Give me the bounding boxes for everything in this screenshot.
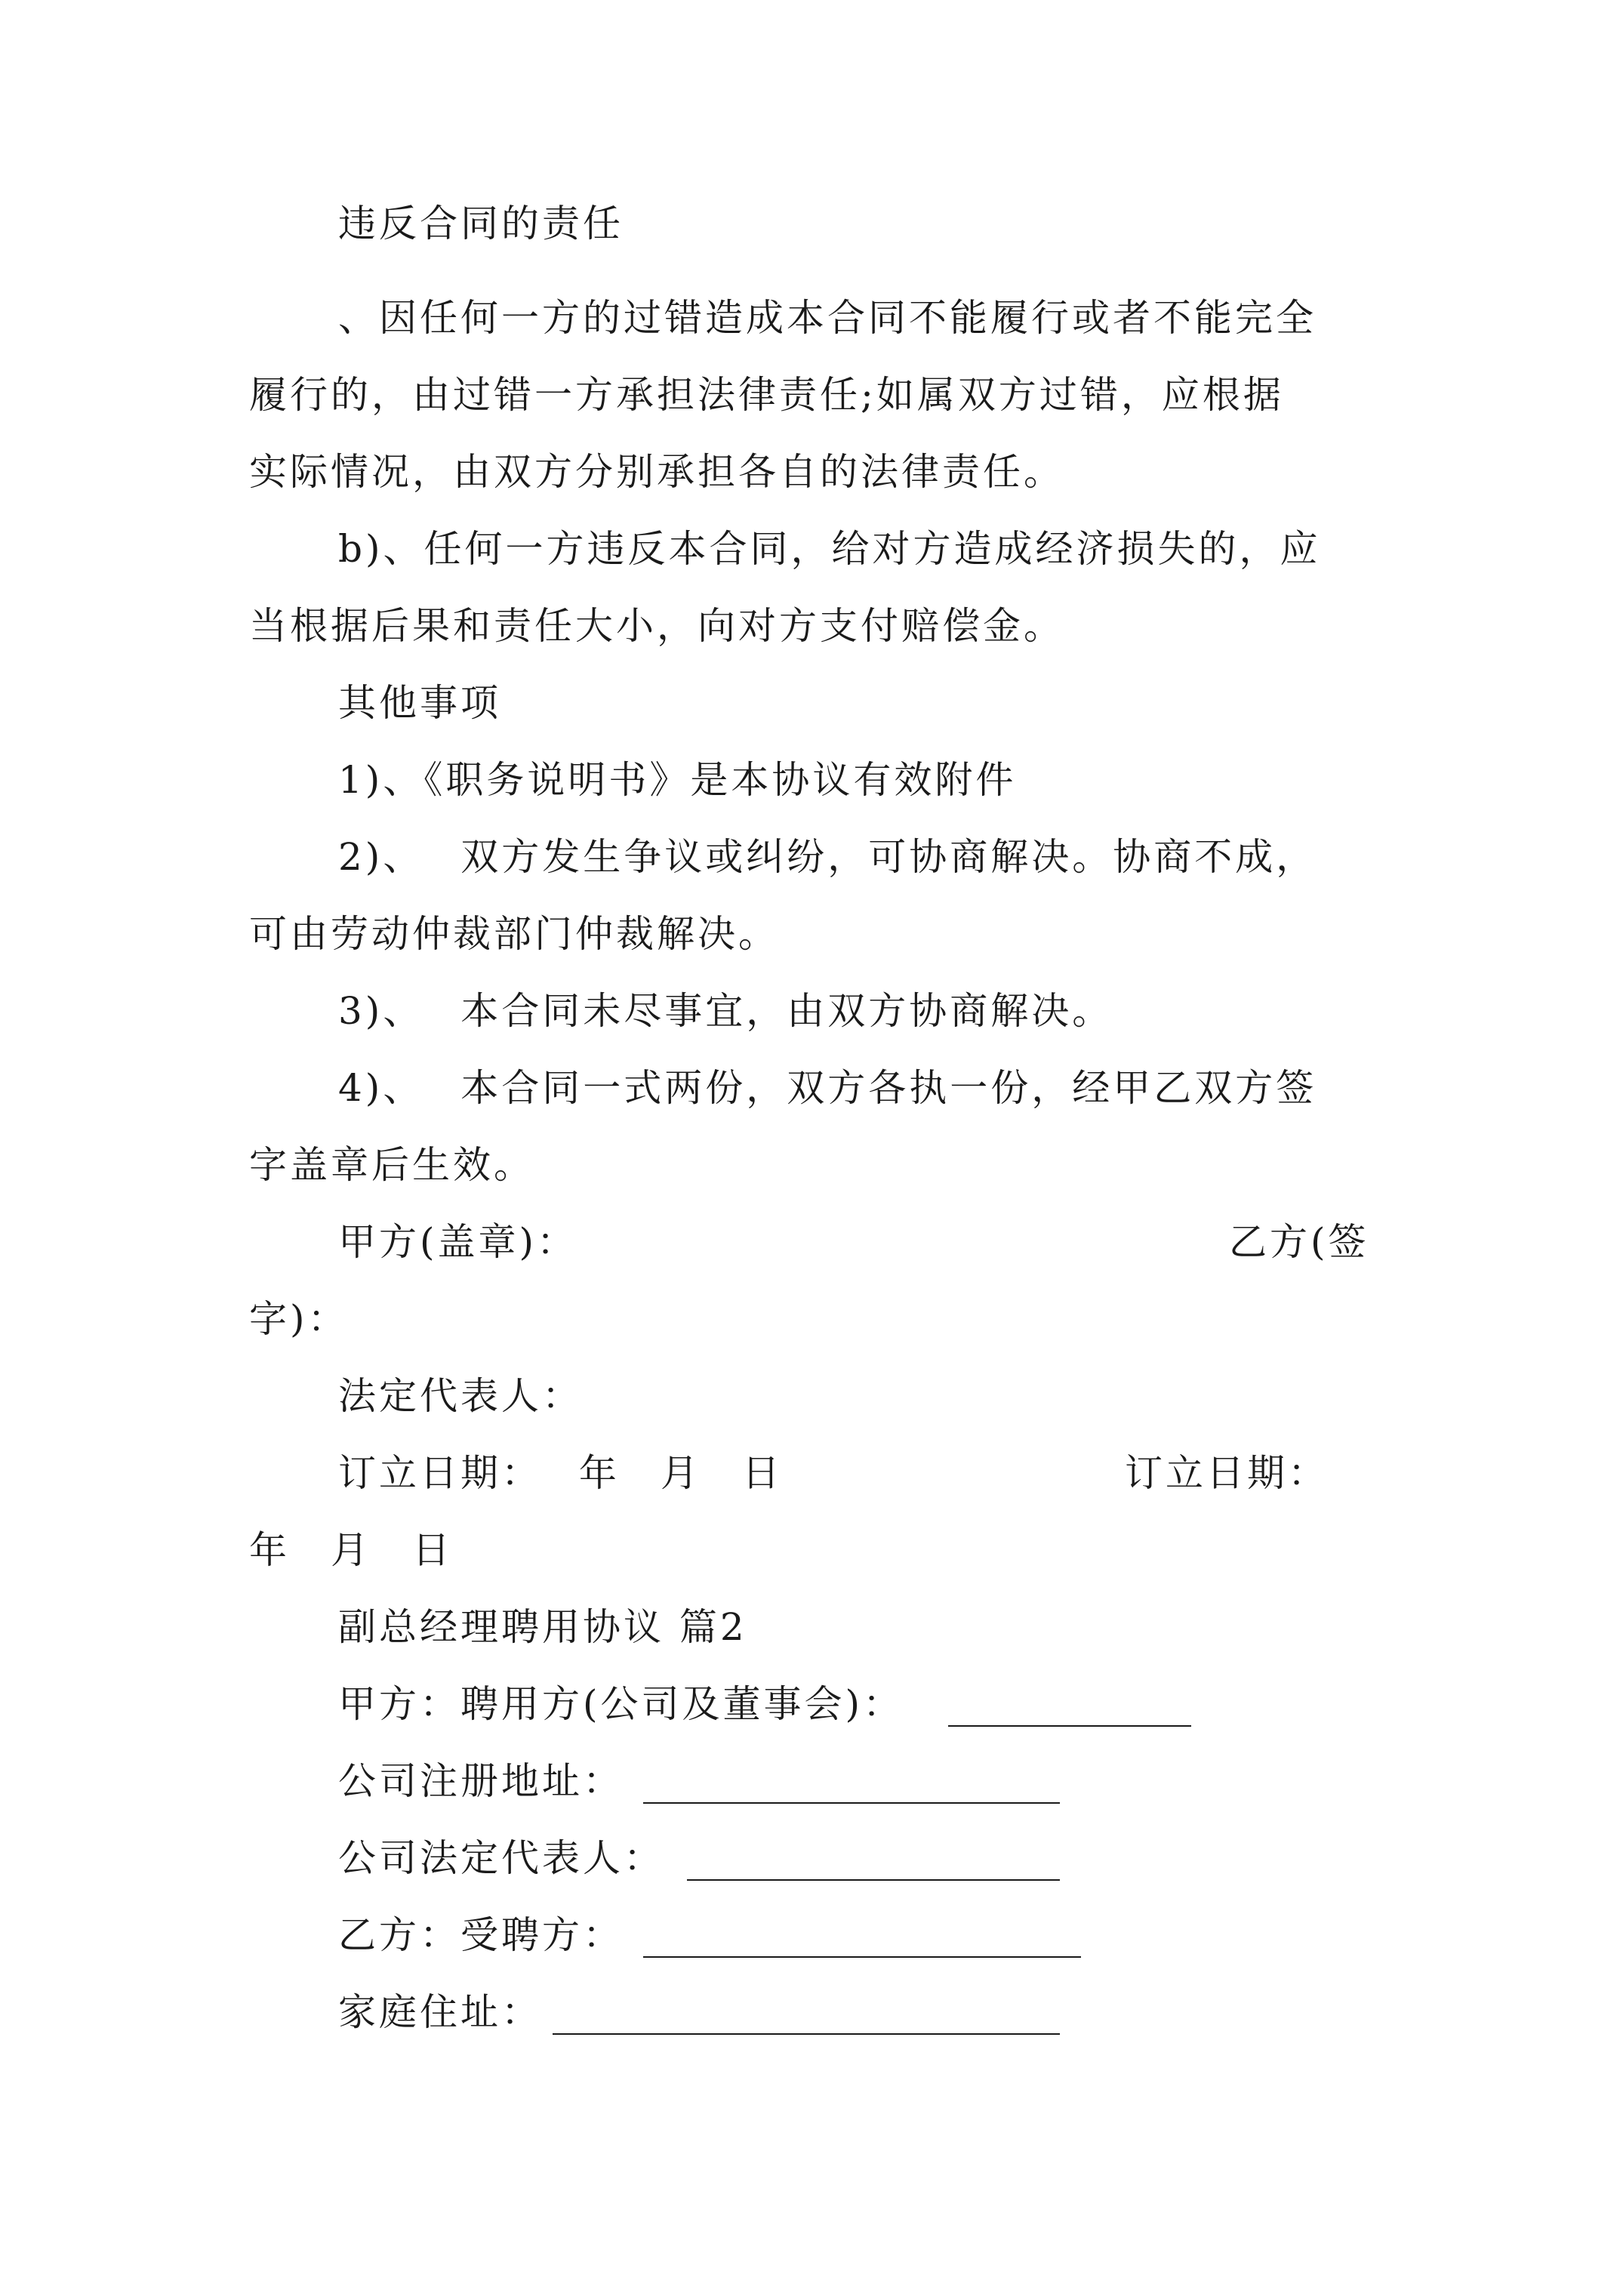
other-matters-heading: 其他事项 [338, 681, 501, 725]
sign-date-right: 订立日期： [1125, 1451, 1329, 1495]
party-b-sign-part-1: 乙方(签 [1229, 1220, 1369, 1264]
clause-a-line-1: 、因任何一方的过错造成本合同不能履行或者不能完全 [338, 296, 1317, 340]
item-4-line-2: 字盖章后生效。 [249, 1143, 534, 1187]
clause-a-line-2: 履行的，由过错一方承担法律责任;如属双方过错，应根据 [249, 373, 1284, 417]
home-address-blank-line [553, 2033, 1060, 2035]
item-4-line-1: 4)、 本合同一式两份，双方各执一份，经甲乙双方签 [338, 1066, 1317, 1110]
item-2-line-1: 2)、 双方发生争议或纠纷，可协商解决。协商不成， [338, 835, 1317, 879]
item-3: 3)、 本合同未尽事宜，由双方协商解决。 [338, 989, 1113, 1033]
item-2-line-2: 可由劳动仲裁部门仲裁解决。 [249, 912, 779, 956]
item-1: 1)、《职务说明书》是本协议有效附件 [338, 758, 1017, 802]
legal-representative: 法定代表人： [338, 1374, 583, 1418]
company-address-label: 公司注册地址： [338, 1759, 624, 1803]
clause-a-line-3: 实际情况，由双方分别承担各自的法律责任。 [249, 450, 1064, 494]
party-a-seal: 甲方(盖章)： [338, 1220, 578, 1264]
employee-label: 乙方：受聘方： [338, 1913, 624, 1957]
employee-blank-line [643, 1956, 1081, 1958]
party-b-sign-part-2: 字)： [249, 1297, 349, 1341]
liability-heading: 违反合同的责任 [338, 202, 624, 245]
clause-b-line-2: 当根据后果和责任大小，向对方支付赔偿金。 [249, 604, 1064, 648]
company-legal-rep-label: 公司法定代表人： [338, 1836, 664, 1880]
section-2-title: 副总经理聘用协议 篇2 [338, 1605, 747, 1649]
sign-date-right-continued: 年 月 日 [249, 1528, 453, 1572]
company-legal-rep-blank-line [687, 1879, 1060, 1881]
employer-label: 甲方：聘用方(公司及董事会)： [338, 1682, 904, 1726]
company-address-blank-line [643, 1802, 1060, 1804]
sign-date-left: 订立日期： 年 月 日 [338, 1451, 783, 1495]
clause-b-line-1: b)、任何一方违反本合同，给对方造成经济损失的，应 [338, 527, 1321, 571]
home-address-label: 家庭住址： [338, 1990, 542, 2034]
employer-blank-line [948, 1725, 1191, 1727]
